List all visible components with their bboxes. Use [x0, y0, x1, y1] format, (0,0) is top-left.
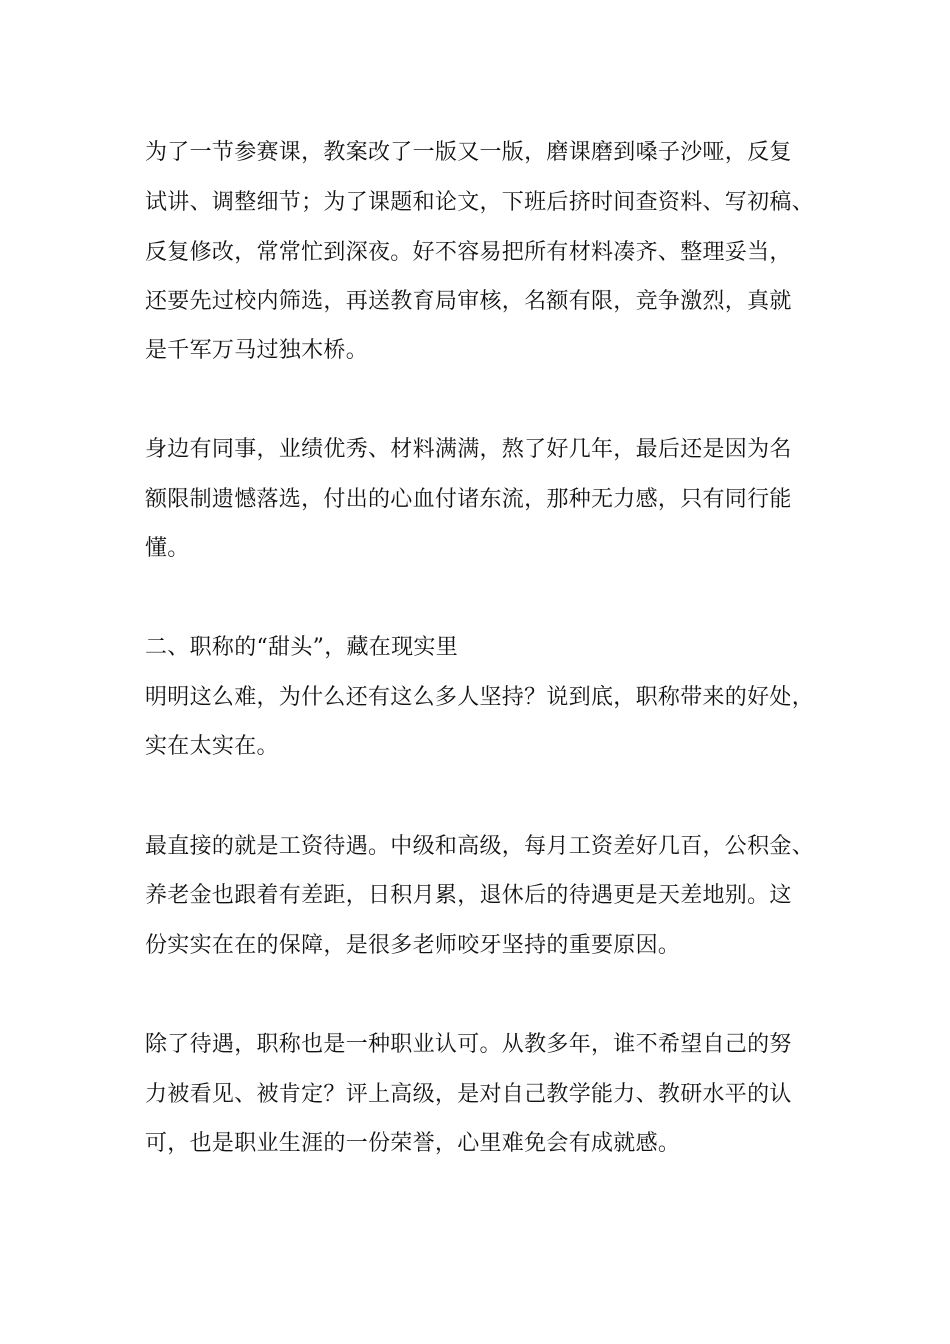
paragraph-1-line-4: 还要先过校内筛选，再送教育局审核，名额有限，竞争激烈，真就 [145, 289, 792, 314]
paragraph-4-line-1: 最直接的就是工资待遇。中级和高级，每月工资差好几百，公积金、 [145, 834, 815, 859]
paragraph-4-line-3: 份实实在在的保障，是很多老师咬牙坚持的重要原因。 [145, 933, 681, 958]
paragraph-2-line-2: 额限制遗憾落选，付出的心血付诸东流，那种无力感，只有同行能 [145, 487, 792, 512]
paragraph-3-line-2: 实在太实在。 [145, 734, 279, 759]
paragraph-4-line-2: 养老金也跟着有差距，日积月累，退休后的待遇更是天差地别。这 [145, 883, 792, 908]
paragraph-5-line-3: 可，也是职业生涯的一份荣誉，心里难免会有成就感。 [145, 1131, 681, 1156]
paragraph-3-line-1: 明明这么难，为什么还有这么多人坚持？说到底，职称带来的好处， [145, 685, 815, 710]
paragraph-5-line-2: 力被看见、被肯定？评上高级，是对自己教学能力、教研水平的认 [145, 1082, 792, 1107]
paragraph-5-line-1: 除了待遇，职称也是一种职业认可。从教多年，谁不希望自己的努 [145, 1032, 792, 1057]
paragraph-1-line-1: 为了一节参赛课，教案改了一版又一版，磨课磨到嗓子沙哑，反复 [145, 140, 792, 165]
paragraph-1-line-2: 试讲、调整细节；为了课题和论文，下班后挤时间查资料、写初稿、 [145, 190, 815, 215]
paragraph-1-line-3: 反复修改，常常忙到深夜。好不容易把所有材料凑齐、整理妥当， [145, 240, 792, 265]
paragraph-2-line-3: 懂。 [145, 536, 190, 561]
section-heading: 二、职称的“甜头”，藏在现实里 [145, 635, 458, 660]
paragraph-2-line-1: 身边有同事，业绩优秀、材料满满，熬了好几年，最后还是因为名 [145, 437, 792, 462]
paragraph-1-line-5: 是千军万马过独木桥。 [145, 338, 369, 363]
